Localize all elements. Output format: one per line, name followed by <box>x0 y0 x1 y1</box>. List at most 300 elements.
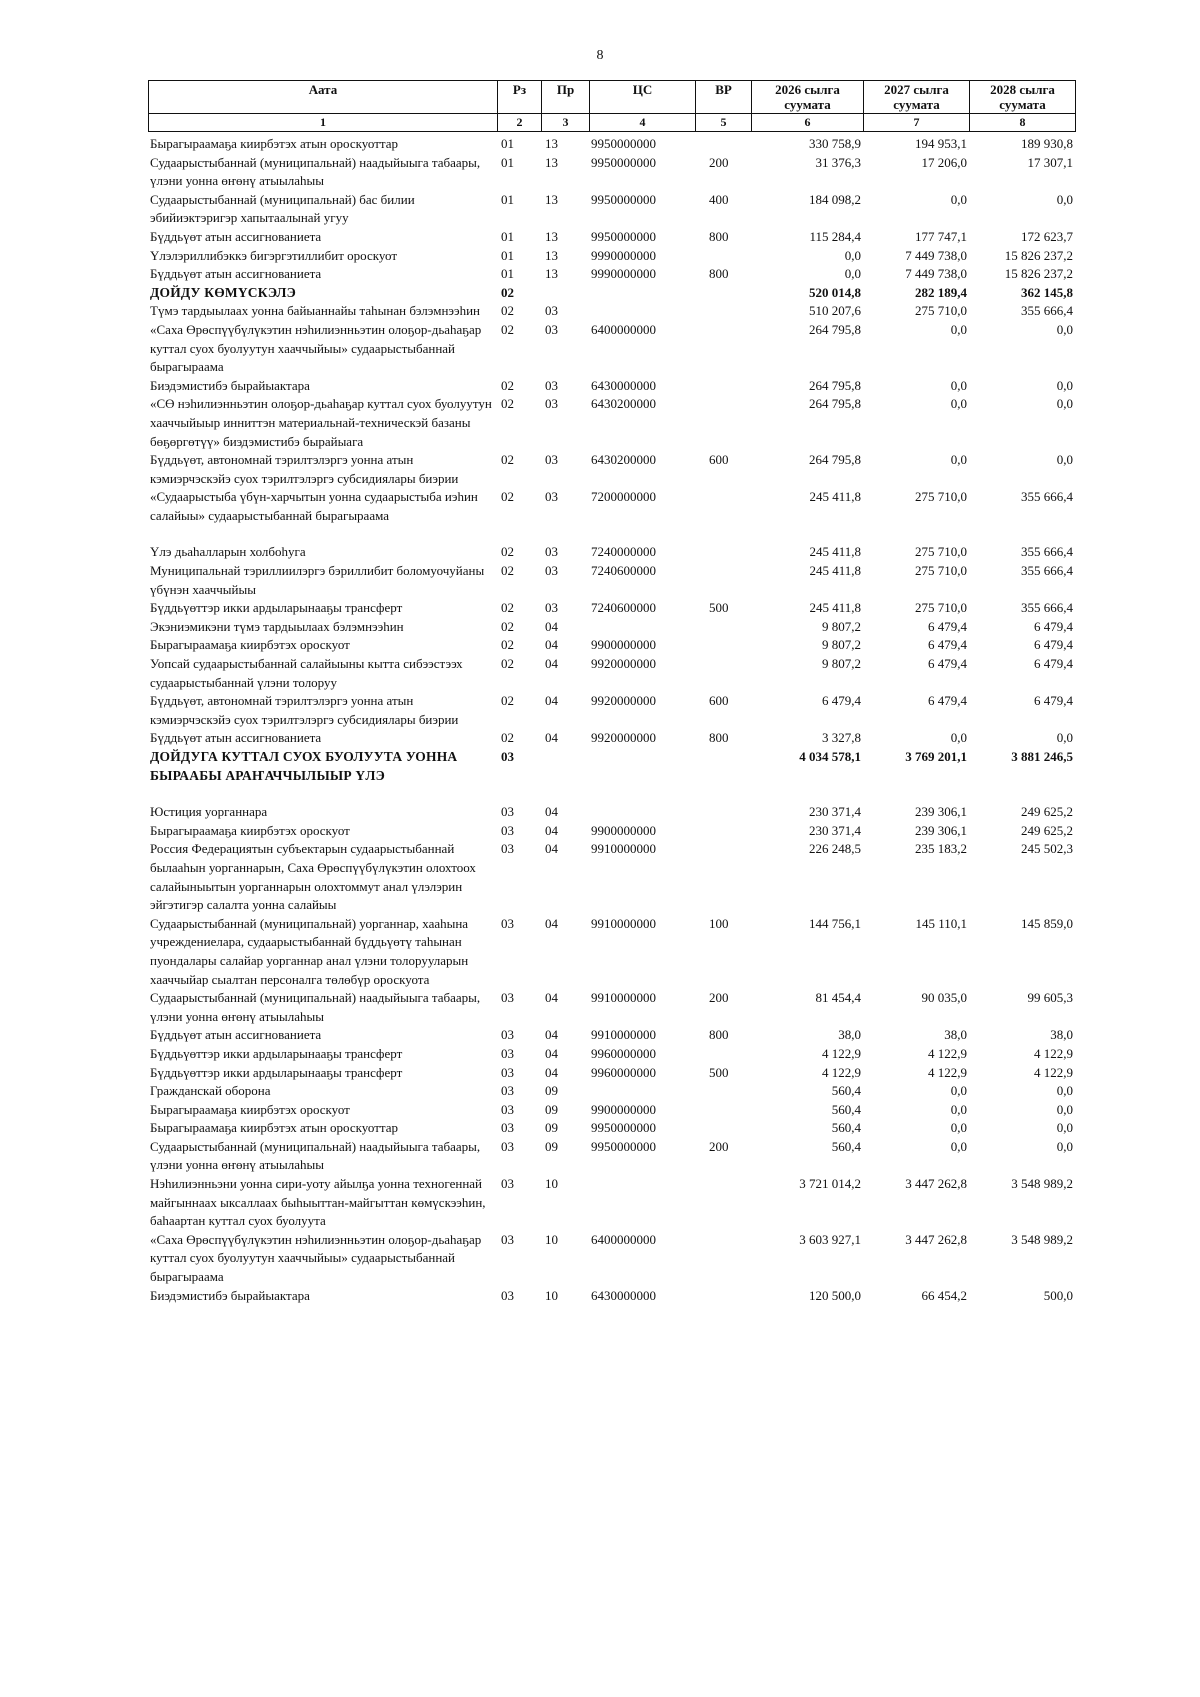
row-name: Нэһилиэнньэни уонна сири-уоту айылҕа уонна техногеннай майгыннаах ыксаллаах быһыыттан-майгыттан көмүскээһин, баһаартан куттал суох буолуута <box>150 1176 486 1229</box>
row-amount-2028: 249 625,2 <box>1021 804 1073 820</box>
row-vr <box>695 1045 751 1064</box>
row-name: Судаарыстыбаннай (муниципальнай) наадыйыыга табаары, үлэни уонна өҥөнү атыылаһыы <box>150 154 481 189</box>
row-pr: 04 <box>545 1045 558 1061</box>
row-vr <box>695 377 751 396</box>
row-amount-2028: 0,0 <box>1056 1138 1073 1154</box>
row-amount-2027: 4 122,9 <box>928 1045 967 1061</box>
row-rz: 02 <box>501 730 514 746</box>
row-vr: 800 <box>709 1027 729 1043</box>
row-amount-2028: 249 625,2 <box>1021 822 1073 838</box>
table-row <box>148 822 1075 841</box>
row-rz: 01 <box>501 154 514 170</box>
row-pr: 04 <box>545 730 558 746</box>
row-pr: 13 <box>545 247 558 263</box>
row-amount-2027: 194 953,1 <box>915 136 967 151</box>
row-amount-2026: 560,4 <box>831 1120 861 1136</box>
row-name: Судаарыстыбаннай (муниципальнай) наадыйыыга табаары, үлэни уонна өҥөнү атыылаһыы <box>150 990 481 1024</box>
column-number: 4 <box>590 114 696 132</box>
row-amount-2026: 9 807,2 <box>822 656 861 672</box>
row-vr <box>695 748 751 803</box>
row-name: Уопсай судаарыстыбаннай салайыыны кытта сибээстээх судаарыстыбаннай үлэни толоруу <box>150 656 463 690</box>
row-pr: 13 <box>545 228 558 244</box>
row-amount-2027: 235 183,2 <box>915 841 967 857</box>
table-row <box>148 377 1075 396</box>
row-amount-2027: 239 306,1 <box>915 804 967 820</box>
row-amount-2028: 355 666,4 <box>1021 544 1073 560</box>
table-row <box>148 1026 1075 1045</box>
row-amount-2026: 264 795,8 <box>809 396 861 412</box>
row-amount-2026: 264 795,8 <box>809 377 861 393</box>
row-vr <box>695 284 751 303</box>
row-name: Бүддьүөт, автономнай тэрилтэлэргэ уонна атын кэмиэрчэскэйэ суох тэрилтэлэргэ субсидиялары биэрии <box>150 693 459 727</box>
row-amount-2028: 0,0 <box>1056 191 1073 207</box>
row-pr <box>541 748 589 803</box>
column-number: 8 <box>970 114 1076 132</box>
row-vr <box>695 1287 751 1306</box>
row-vr: 400 <box>709 191 729 207</box>
row-amount-2028: 3 548 989,2 <box>1011 1176 1073 1192</box>
table-row <box>148 562 1075 599</box>
header-rz: Рз <box>498 81 542 114</box>
row-amount-2026: 3 327,8 <box>822 730 861 746</box>
row-name: Бүддьүөттэр икки ардыларынааҕы трансферт <box>150 1064 403 1080</box>
row-amount-2028: 362 145,8 <box>1021 284 1073 300</box>
row-cs: 9910000000 <box>591 1027 656 1043</box>
row-vr <box>695 822 751 841</box>
row-cs: 9900000000 <box>591 822 656 838</box>
row-pr: 04 <box>545 990 558 1006</box>
header-vr: ВР <box>696 81 752 114</box>
row-cs: 9960000000 <box>591 1064 656 1080</box>
row-cs: 6400000000 <box>591 321 656 337</box>
row-cs: 6430200000 <box>591 452 656 468</box>
table-row <box>148 1064 1075 1083</box>
row-amount-2027: 0,0 <box>950 730 967 746</box>
row-pr: 03 <box>545 600 558 616</box>
row-cs: 9910000000 <box>591 990 656 1006</box>
row-vr: 600 <box>709 693 729 709</box>
row-rz: 02 <box>501 618 514 634</box>
row-amount-2027: 0,0 <box>950 1101 967 1117</box>
row-amount-2026: 264 795,8 <box>809 452 861 468</box>
row-amount-2028: 15 826 237,2 <box>1004 266 1073 282</box>
row-pr: 04 <box>545 637 558 653</box>
row-amount-2026: 4 122,9 <box>822 1045 861 1061</box>
row-pr <box>541 284 589 303</box>
row-name: Бырагыраамаҕа киирбэтэх ороскуот <box>150 637 350 653</box>
row-pr: 13 <box>545 191 558 207</box>
row-amount-2027: 0,0 <box>950 396 967 412</box>
row-amount-2026: 264 795,8 <box>809 321 861 337</box>
row-vr <box>695 803 751 822</box>
row-rz: 03 <box>501 915 514 931</box>
row-name: Бүддьүөт атын ассигнованиета <box>150 730 322 746</box>
row-cs: 7200000000 <box>591 489 656 505</box>
row-name: Бүддьүөттэр икки ардыларынааҕы трансферт <box>150 600 403 616</box>
table-row <box>148 451 1075 488</box>
row-rz: 02 <box>501 396 514 412</box>
table-row <box>148 284 1075 303</box>
row-cs: 9950000000 <box>591 228 656 244</box>
row-cs <box>589 1082 695 1101</box>
row-name: Судаарыстыбаннай (муниципальнай) наадыйыыга табаары, үлэни уонна өҥөнү атыылаһыы <box>150 1138 481 1173</box>
column-number: 1 <box>149 114 498 132</box>
row-amount-2026: 4 122,9 <box>822 1064 861 1080</box>
row-rz: 03 <box>501 822 514 838</box>
table-row <box>148 1287 1075 1306</box>
row-amount-2028: 4 122,9 <box>1034 1064 1073 1080</box>
row-name: «СӨ нэһилиэнньэтин олоҕор-дьаһаҕар куттал суох буолуутун хааччыйыыр инниттэн материальнай-техническэй базаны бөҕөргөтүү» биэдэмистибэ бырайыага <box>150 396 492 449</box>
row-amount-2027: 0,0 <box>950 1120 967 1136</box>
row-amount-2027: 4 122,9 <box>928 1064 967 1080</box>
row-cs <box>589 302 695 321</box>
row-amount-2028: 99 605,3 <box>1027 990 1073 1006</box>
row-amount-2027: 7 449 738,0 <box>905 266 967 282</box>
row-vr <box>695 1175 751 1231</box>
row-rz: 03 <box>501 1027 514 1043</box>
row-amount-2028: 0,0 <box>1056 1101 1073 1117</box>
row-vr <box>695 1231 751 1287</box>
row-pr: 10 <box>545 1231 558 1247</box>
row-name: Бүддьүөттэр икки ардыларынааҕы трансферт <box>150 1045 403 1061</box>
row-amount-2026: 184 098,2 <box>809 191 861 207</box>
row-rz: 02 <box>501 284 514 300</box>
table-row <box>148 618 1075 637</box>
column-number: 3 <box>542 114 590 132</box>
row-name: Бүддьүөт атын ассигнованиета <box>150 266 322 282</box>
row-amount-2026: 38,0 <box>838 1027 861 1043</box>
row-pr: 03 <box>545 489 558 505</box>
row-amount-2026: 81 454,4 <box>815 990 861 1006</box>
row-cs <box>589 284 695 303</box>
row-name: ДОЙДУ КӨМҮСКЭЛЭ <box>150 284 297 300</box>
row-amount-2027: 6 479,4 <box>928 656 967 672</box>
row-amount-2026: 0,0 <box>844 266 861 282</box>
row-amount-2026: 115 284,4 <box>809 228 861 244</box>
row-cs <box>589 618 695 637</box>
row-amount-2028: 17 307,1 <box>1027 154 1073 170</box>
table-row <box>148 1231 1075 1287</box>
row-pr: 09 <box>545 1138 558 1154</box>
row-cs: 9920000000 <box>591 656 656 672</box>
row-pr: 13 <box>545 266 558 282</box>
row-cs: 7240600000 <box>591 563 656 579</box>
row-amount-2028: 0,0 <box>1056 377 1073 393</box>
table-row <box>148 599 1075 618</box>
row-cs <box>589 803 695 822</box>
row-rz: 03 <box>501 1287 514 1303</box>
row-amount-2027: 239 306,1 <box>915 822 967 838</box>
row-name: Россия Федерациятын субъектарын судаарыстыбаннай былааһын уорганнарын, Саха Өрөспүүбүлүкэтин олохтоох салайыныытын уорганнарын олохтоммут анал үлэлэрин эйгэтигэр салалта уонна салайыы <box>150 841 476 913</box>
row-rz: 01 <box>501 136 514 151</box>
table-row <box>148 989 1075 1026</box>
row-amount-2026: 230 371,4 <box>809 822 861 838</box>
table-row <box>148 636 1075 655</box>
row-amount-2027: 0,0 <box>950 452 967 468</box>
table-row <box>148 1119 1075 1138</box>
table-row <box>148 321 1075 377</box>
row-amount-2028: 355 666,4 <box>1021 303 1073 319</box>
row-amount-2026: 6 479,4 <box>822 693 861 709</box>
row-amount-2026: 230 371,4 <box>809 804 861 820</box>
row-pr: 04 <box>545 618 558 634</box>
row-rz: 02 <box>501 544 514 560</box>
row-cs: 9910000000 <box>591 915 656 931</box>
row-rz: 03 <box>501 1064 514 1080</box>
row-cs: 9920000000 <box>591 693 656 709</box>
row-vr <box>695 247 751 266</box>
row-name: Бүддьүөт атын ассигнованиета <box>150 228 322 244</box>
row-vr: 600 <box>709 452 729 468</box>
row-rz: 03 <box>501 1045 514 1061</box>
row-amount-2026: 560,4 <box>831 1101 861 1117</box>
table-row <box>148 191 1075 228</box>
table-body <box>148 135 1075 1305</box>
row-amount-2027: 3 769 201,1 <box>905 749 967 764</box>
row-amount-2027: 145 110,1 <box>915 915 967 931</box>
table-row <box>148 1101 1075 1120</box>
table-row <box>148 228 1075 247</box>
table-row <box>148 1138 1075 1175</box>
row-amount-2027: 6 479,4 <box>928 637 967 653</box>
row-vr: 800 <box>709 266 729 282</box>
row-name: Бырагыраамаҕа киирбэтэх ороскуот <box>150 1101 350 1117</box>
row-amount-2027: 0,0 <box>950 1138 967 1154</box>
row-pr: 04 <box>545 915 558 931</box>
row-amount-2028: 0,0 <box>1056 730 1073 746</box>
row-amount-2027: 0,0 <box>950 1083 967 1099</box>
table-row <box>148 803 1075 822</box>
row-amount-2027: 0,0 <box>950 191 967 207</box>
row-amount-2027: 7 449 738,0 <box>905 247 967 263</box>
row-amount-2026: 3 721 014,2 <box>799 1176 861 1192</box>
row-name: Гражданскай оборона <box>150 1083 271 1099</box>
row-pr: 04 <box>545 656 558 672</box>
row-vr: 800 <box>709 228 729 244</box>
row-pr: 03 <box>545 321 558 337</box>
row-pr: 03 <box>545 544 558 560</box>
row-amount-2027: 275 710,0 <box>915 563 967 579</box>
header-cs: ЦС <box>590 81 696 114</box>
row-vr <box>695 543 751 562</box>
row-name: ДОЙДУГА КУТТАЛ СУОХ БУОЛУУТА УОННА БЫРААБЫ АРАҤАЧЧЫЛЫЫР ҮЛЭ <box>150 749 458 783</box>
row-vr: 200 <box>709 990 729 1006</box>
row-rz: 02 <box>501 321 514 337</box>
header-pr: Пр <box>542 81 590 114</box>
column-number: 7 <box>864 114 970 132</box>
row-rz: 01 <box>501 191 514 207</box>
row-amount-2026: 330 758,9 <box>809 136 861 151</box>
row-vr <box>695 1101 751 1120</box>
row-pr: 09 <box>545 1083 558 1099</box>
row-amount-2027: 66 454,2 <box>921 1287 967 1303</box>
row-cs: 6430000000 <box>591 377 656 393</box>
row-amount-2027: 177 747,1 <box>915 228 967 244</box>
row-pr: 04 <box>545 693 558 709</box>
row-name: Бырагыраамаҕа киирбэтэх ороскуот <box>150 822 350 838</box>
page-number: 8 <box>596 48 604 63</box>
table-header <box>148 80 1076 132</box>
row-rz: 01 <box>501 247 514 263</box>
table-row <box>148 135 1075 154</box>
row-cs: 9900000000 <box>591 1101 656 1117</box>
row-amount-2026: 4 034 578,1 <box>799 749 861 764</box>
row-pr: 04 <box>545 1064 558 1080</box>
row-pr: 04 <box>545 1027 558 1043</box>
row-amount-2028: 4 122,9 <box>1034 1045 1073 1061</box>
row-vr: 200 <box>709 1138 729 1154</box>
row-rz: 03 <box>501 1083 514 1099</box>
row-pr: 13 <box>545 154 558 170</box>
row-cs: 6430000000 <box>591 1287 656 1303</box>
row-cs: 7240600000 <box>591 600 656 616</box>
row-name: Бырагыраамаҕа киирбэтэх атын ороскуоттар <box>150 136 399 151</box>
row-amount-2028: 355 666,4 <box>1021 489 1073 505</box>
row-amount-2027: 6 479,4 <box>928 618 967 634</box>
row-vr <box>695 618 751 637</box>
row-amount-2026: 9 807,2 <box>822 637 861 653</box>
table-row <box>148 395 1075 451</box>
header-2028: 2028 сылга суумата <box>970 81 1076 114</box>
row-amount-2027: 0,0 <box>950 377 967 393</box>
row-vr <box>695 840 751 914</box>
row-amount-2026: 245 411,8 <box>809 489 861 505</box>
row-cs: 9950000000 <box>591 1138 656 1154</box>
row-name: Экэниэмикэни түмэ тардыылаах бэлэмнээһин <box>150 618 404 634</box>
row-amount-2028: 172 623,7 <box>1021 228 1073 244</box>
row-amount-2028: 145 859,0 <box>1021 915 1073 931</box>
table-row <box>148 748 1075 803</box>
column-number: 5 <box>696 114 752 132</box>
row-amount-2027: 6 479,4 <box>928 693 967 709</box>
row-name: Биэдэмистибэ бырайыактара <box>150 377 310 393</box>
row-pr: 03 <box>545 563 558 579</box>
row-vr: 800 <box>709 730 729 746</box>
table-row <box>148 1082 1075 1101</box>
row-amount-2026: 144 756,1 <box>809 915 861 931</box>
row-amount-2026: 245 411,8 <box>809 600 861 616</box>
row-rz: 02 <box>501 563 514 579</box>
row-amount-2026: 245 411,8 <box>809 544 861 560</box>
row-amount-2028: 500,0 <box>1043 1287 1073 1303</box>
row-amount-2028: 0,0 <box>1056 396 1073 412</box>
table-row <box>148 655 1075 692</box>
table-row <box>148 154 1075 191</box>
row-name: Үлэлэриллибэккэ бигэргэтиллибит ороскуот <box>150 247 398 263</box>
row-name: Судаарыстыбаннай (муниципальнай) бас билии эбийиэктэригэр хапытаалынай угуу <box>150 191 415 226</box>
header-2026: 2026 сылга суумата <box>752 81 864 114</box>
row-name: «Судаарыстыба үбүн-харчытын уонна судаарыстыба иэһин салайыы» судаарыстыбаннай бырагыраама <box>150 489 478 523</box>
row-amount-2026: 9 807,2 <box>822 618 861 634</box>
table-row <box>148 729 1075 748</box>
row-rz: 03 <box>501 1176 514 1192</box>
row-rz: 03 <box>501 1138 514 1154</box>
row-cs: 9960000000 <box>591 1045 656 1061</box>
row-pr: 09 <box>545 1101 558 1117</box>
row-rz: 02 <box>501 377 514 393</box>
row-rz: 03 <box>501 1231 514 1247</box>
row-rz: 03 <box>501 749 514 764</box>
row-rz: 02 <box>501 637 514 653</box>
row-amount-2027: 17 206,0 <box>921 154 967 170</box>
column-number: 6 <box>752 114 864 132</box>
row-amount-2028: 355 666,4 <box>1021 600 1073 616</box>
row-amount-2028: 38,0 <box>1050 1027 1073 1043</box>
row-name: «Саха Өрөспүүбүлүкэтин нэһилиэнньэтин олоҕор-дьаһаҕар куттал суох буолуутун хааччыйыы» судаарыстыбаннай бырагыраама <box>150 1231 482 1285</box>
row-amount-2028: 3 548 989,2 <box>1011 1231 1073 1247</box>
row-rz: 01 <box>501 228 514 244</box>
row-rz: 03 <box>501 1101 514 1117</box>
table-row <box>148 840 1075 914</box>
row-vr <box>695 395 751 451</box>
row-amount-2026: 560,4 <box>831 1138 861 1154</box>
row-rz: 02 <box>501 452 514 468</box>
table-row <box>148 488 1075 543</box>
row-rz: 02 <box>501 600 514 616</box>
row-amount-2028: 6 479,4 <box>1034 637 1073 653</box>
row-vr: 500 <box>709 600 729 616</box>
header-2027: 2027 сылга суумата <box>864 81 970 114</box>
row-amount-2026: 510 207,6 <box>809 303 861 319</box>
row-amount-2027: 275 710,0 <box>915 544 967 560</box>
row-cs <box>589 748 695 803</box>
budget-table <box>148 135 1075 1305</box>
row-amount-2028: 3 881 246,5 <box>1011 749 1073 764</box>
row-amount-2026: 120 500,0 <box>809 1287 861 1303</box>
row-name: Түмэ тардыылаах уонна байыаннайы таһынан бэлэмнээһин <box>150 303 480 319</box>
row-cs: 9950000000 <box>591 154 656 170</box>
row-cs: 9990000000 <box>591 247 656 263</box>
header-row <box>149 81 1076 114</box>
row-cs: 9950000000 <box>591 1120 656 1136</box>
row-vr <box>695 302 751 321</box>
row-amount-2028: 245 502,3 <box>1021 841 1073 857</box>
row-rz: 03 <box>501 990 514 1006</box>
header-aata: Аата <box>149 81 498 114</box>
table-row <box>148 1045 1075 1064</box>
row-amount-2026: 31 376,3 <box>815 154 861 170</box>
row-name: Биэдэмистибэ бырайыактара <box>150 1287 310 1303</box>
table-row <box>148 247 1075 266</box>
row-vr <box>695 488 751 543</box>
row-amount-2028: 6 479,4 <box>1034 656 1073 672</box>
row-vr <box>695 321 751 377</box>
row-pr: 03 <box>545 303 558 319</box>
row-rz: 02 <box>501 656 514 672</box>
row-pr: 03 <box>545 396 558 412</box>
row-vr <box>695 562 751 599</box>
row-cs: 9900000000 <box>591 637 656 653</box>
row-amount-2027: 3 447 262,8 <box>905 1231 967 1247</box>
row-amount-2028: 6 479,4 <box>1034 618 1073 634</box>
row-pr: 03 <box>545 452 558 468</box>
table-row <box>148 265 1075 284</box>
row-name: Үлэ дьаһалларын холбоһуга <box>150 544 306 560</box>
row-cs: 9990000000 <box>591 266 656 282</box>
row-amount-2028: 0,0 <box>1056 321 1073 337</box>
row-name: Бүддьүөт, автономнай тэрилтэлэргэ уонна атын кэмиэрчэскэйэ суох тэрилтэлэргэ субсидиялары биэрии <box>150 452 459 486</box>
row-rz: 03 <box>501 804 514 820</box>
row-amount-2026: 226 248,5 <box>809 841 861 857</box>
row-amount-2027: 275 710,0 <box>915 303 967 319</box>
row-amount-2028: 355 666,4 <box>1021 563 1073 579</box>
row-amount-2028: 15 826 237,2 <box>1004 247 1073 263</box>
row-rz: 02 <box>501 303 514 319</box>
row-amount-2028: 6 479,4 <box>1034 693 1073 709</box>
row-rz: 03 <box>501 1120 514 1136</box>
row-vr <box>695 636 751 655</box>
row-cs: 6430200000 <box>591 396 656 412</box>
